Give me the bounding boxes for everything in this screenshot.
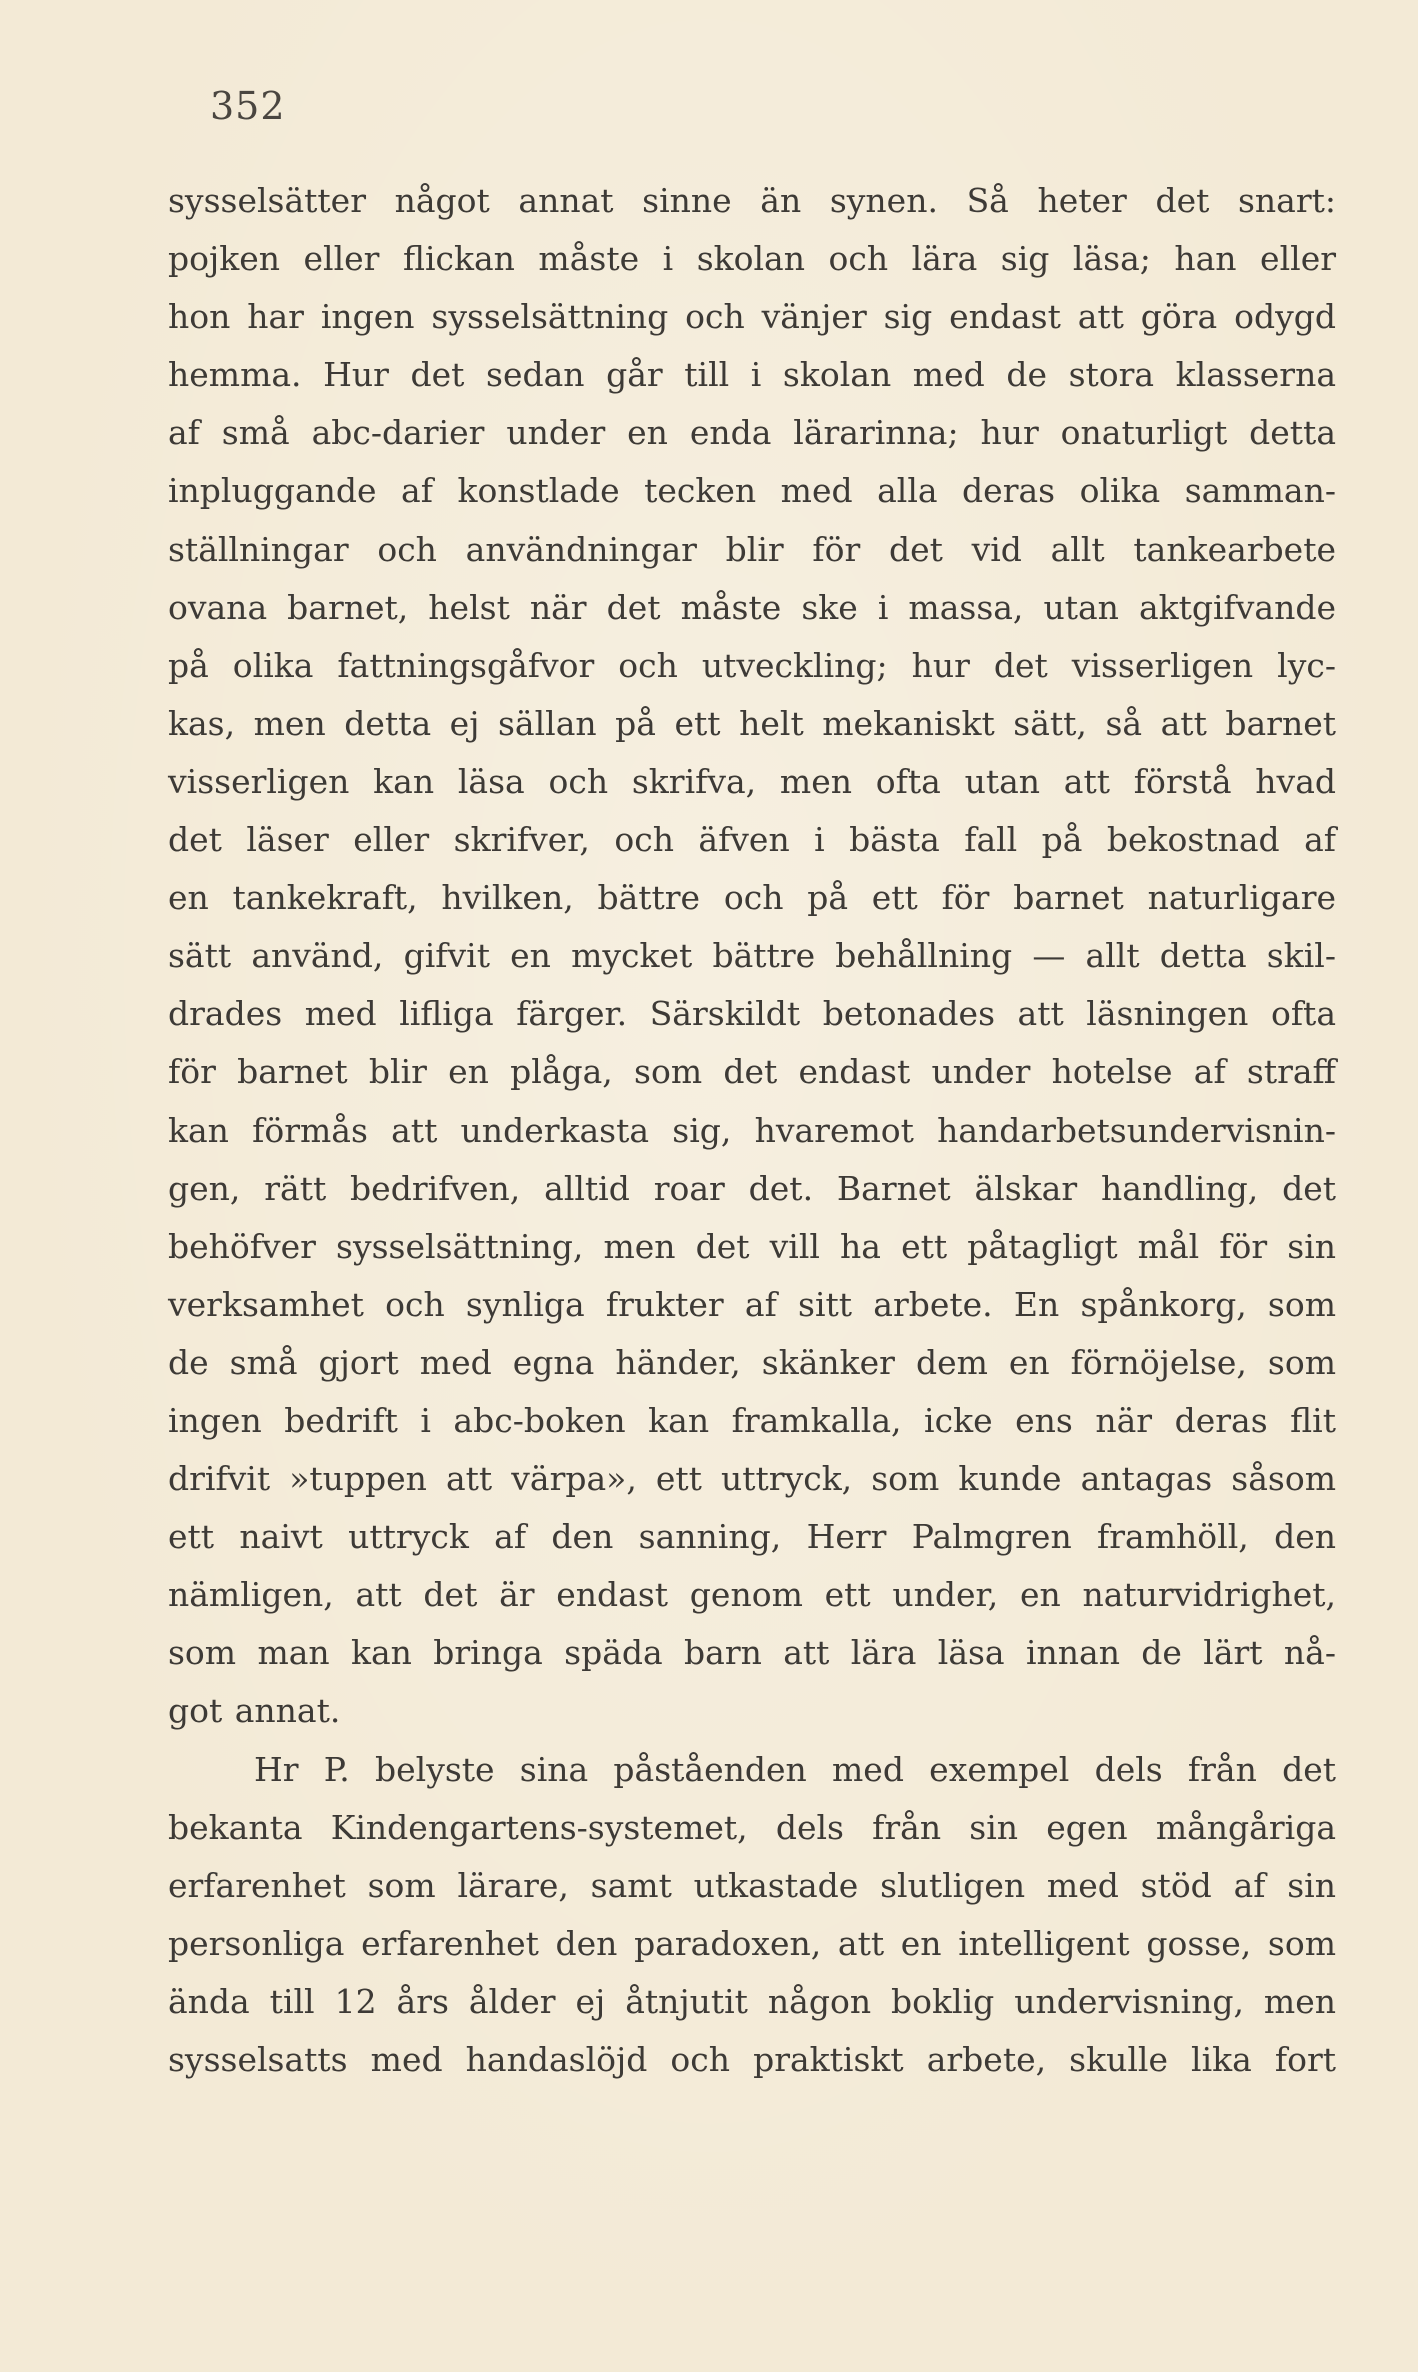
text-line: erfarenhet som lärare, samt utkastade slutligen med stöd af sin [168,1865,1336,1905]
text-line: drades med lifliga färger. Särskildt betonades att läsningen ofta [168,994,1336,1034]
page-number: 352 [210,84,286,128]
text-line: ställningar och användningar blir för det vid allt tankearbete [168,529,1336,569]
body-text [168,172,1336,2089]
text-line: för barnet blir en plåga, som det endast under hotelse af straff [168,1052,1336,1092]
text-line: sysselsatts med handaslöjd och praktiskt arbete, skulle lika fort [168,2040,1336,2079]
text-line: sätt använd, gifvit en mycket bättre behållning — allt detta skil- [168,936,1336,976]
text-line: pojken eller flickan måste i skolan och lära sig läsa; han eller [168,239,1336,279]
text-line: de små gjort med egna händer, skänker dem en förnöjelse, som [168,1342,1336,1382]
text-line: personliga erfarenhet den paradoxen, att en intelligent gosse, som [168,1923,1336,1963]
text-line: sysselsätter något annat sinne än synen. Så heter det snart: [168,181,1336,220]
text-line: som man kan bringa späda barn att lära läsa innan de lärt nå- [168,1633,1336,1673]
text-line: got annat. [168,1691,341,1731]
text-line: ett naivt uttryck af den sanning, Herr Palmgren framhöll, den [168,1517,1336,1557]
text-line: på olika fattningsgåfvor och utveckling; hur det visserligen lyc- [168,645,1336,685]
text-line: nämligen, att det är endast genom ett under, en naturvidrighet, [168,1575,1336,1615]
text-line: det läser eller skrifver, och äfven i bästa fall på bekostnad af [168,820,1336,860]
text-line: kan förmås att underkasta sig, hvaremot handarbetsundervisnin- [168,1110,1336,1150]
text-line: af små abc-darier under en enda lärarinna; hur onaturligt detta [168,413,1336,453]
text-line: ända till 12 års ålder ej åtnjutit någon boklig undervisning, men [168,1981,1336,2021]
paragraph [168,172,1336,1741]
text-line: gen, rätt bedrifven, alltid roar det. Barnet älskar handling, det [168,1168,1336,1208]
text-line: hemma. Hur det sedan går till i skolan med de stora klasserna [168,355,1336,395]
text-line: inpluggande af konstlade tecken med alla deras olika samman- [168,471,1336,511]
text-line: en tankekraft, hvilken, bättre och på ett för barnet naturligare [168,878,1336,918]
text-line: verksamhet och synliga frukter af sitt arbete. En spånkorg, som [168,1284,1336,1324]
text-line: kas, men detta ej sällan på ett helt mekaniskt sätt, så att barnet [168,703,1336,743]
text-line: visserligen kan läsa och skrifva, men ofta utan att förstå hvad [168,761,1336,801]
paragraph [168,1741,1336,2090]
text-line: ovana barnet, helst när det måste ske i massa, utan aktgifvande [168,587,1336,627]
text-line: bekanta Kindengartens-systemet, dels från sin egen mångåriga [168,1807,1336,1847]
text-line: ingen bedrift i abc-boken kan framkalla, icke ens när deras flit [168,1400,1336,1440]
text-line: Hr P. belyste sina påståenden med exempel dels från det [254,1749,1336,1789]
text-line: hon har ingen sysselsättning och vänjer sig endast att göra odygd [168,297,1336,337]
text-line: drifvit »tuppen att värpa», ett uttryck, som kunde antagas såsom [168,1459,1336,1499]
text-line: behöfver sysselsättning, men det vill ha ett påtagligt mål för sin [168,1226,1336,1266]
